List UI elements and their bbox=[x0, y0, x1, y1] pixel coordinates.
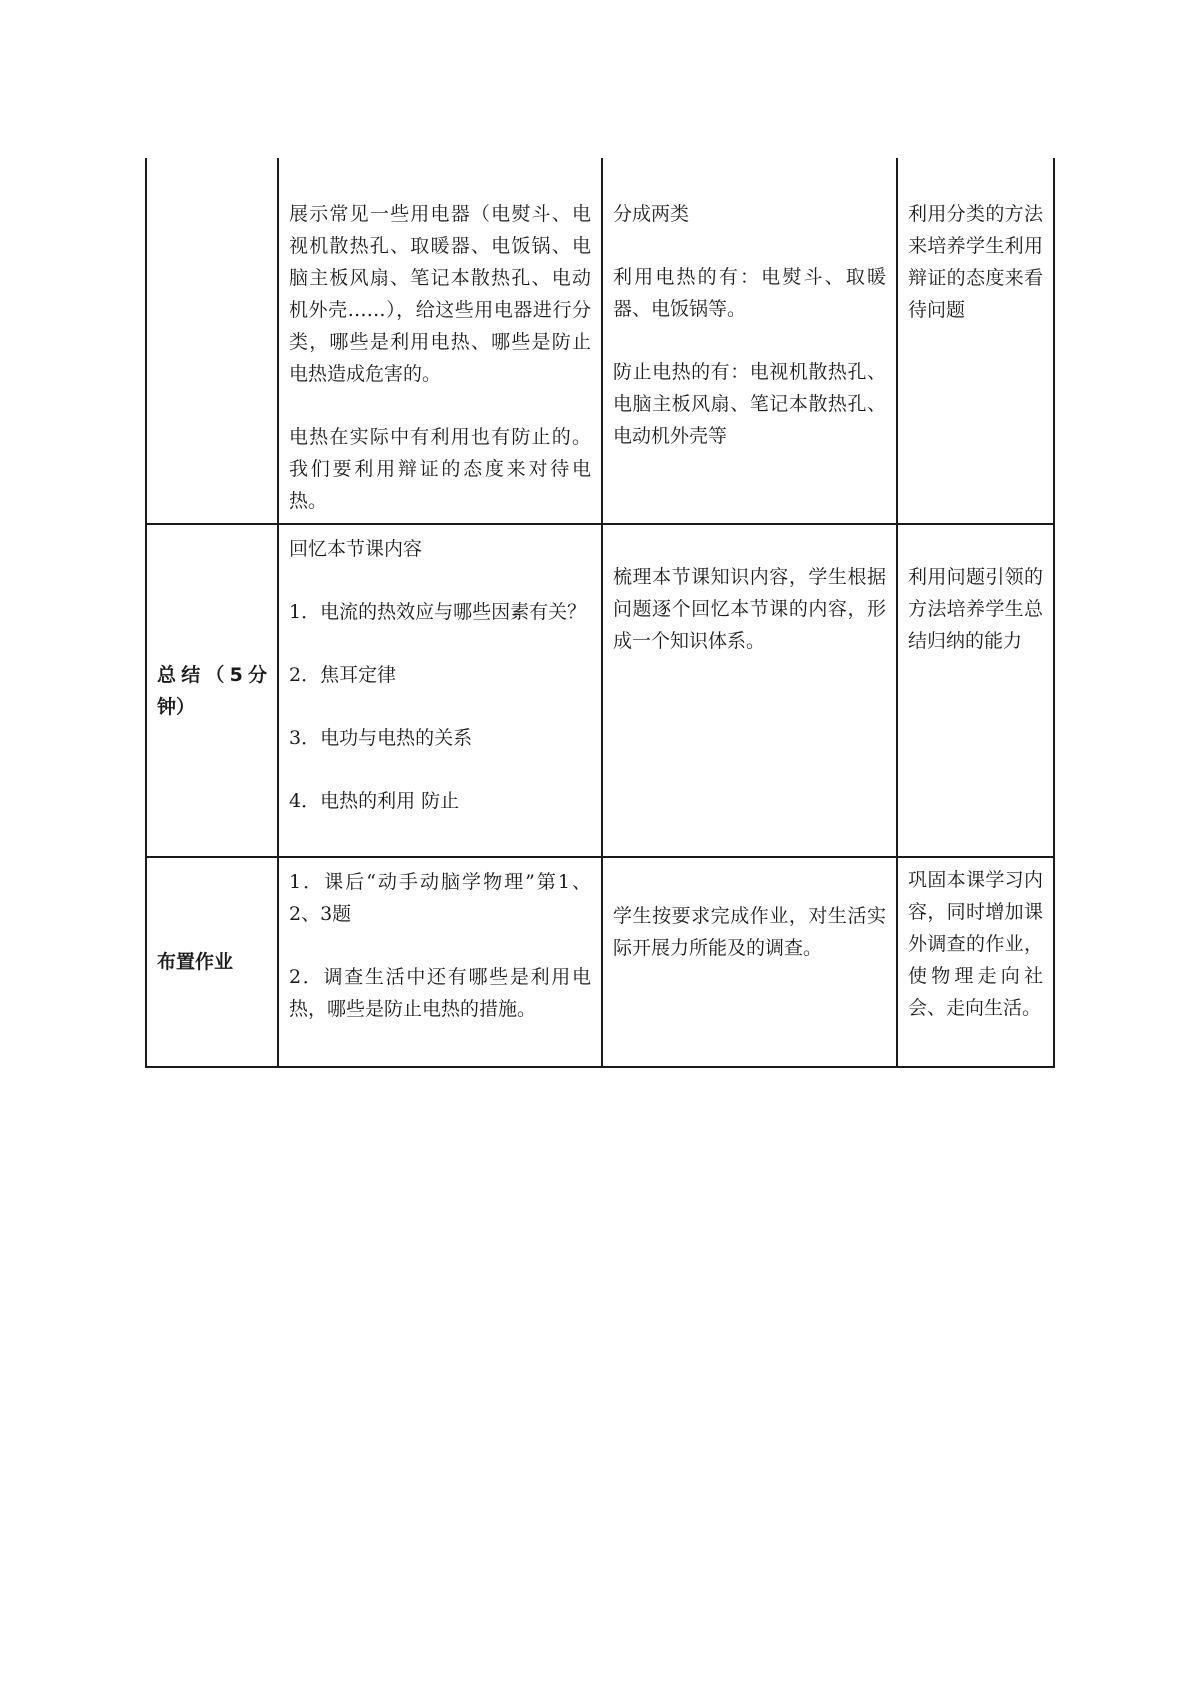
design-intent-text: 利用问题引领的方法培养学生总结归纳的能力 bbox=[908, 566, 1043, 652]
paragraph-gap bbox=[289, 691, 591, 722]
student-activity-cell bbox=[602, 524, 897, 857]
teacher-activity-cell bbox=[278, 857, 602, 1067]
stage-cell bbox=[146, 857, 278, 1067]
teacher-activity-text: 2．焦耳定律 bbox=[289, 664, 397, 686]
student-activity-cell bbox=[602, 857, 897, 1067]
paragraph-gap bbox=[289, 930, 591, 961]
stage-cell bbox=[146, 524, 278, 857]
student-activity-text: 梳理本节课知识内容，学生根据问题逐个回忆本节课的内容，形成一个知识体系。 bbox=[613, 566, 886, 652]
student-activity-cell bbox=[602, 158, 897, 524]
teacher-activity-cell bbox=[278, 158, 602, 524]
paragraph-gap bbox=[289, 754, 591, 785]
paragraph-gap bbox=[289, 390, 591, 421]
paragraph-gap bbox=[289, 628, 591, 659]
teacher-activity-text: 4．电热的利用 防止 bbox=[289, 790, 460, 812]
teacher-activity-text: 1．电流的热效应与哪些因素有关？ bbox=[289, 601, 587, 623]
teacher-activity-text: 回忆本节课内容 bbox=[289, 538, 423, 560]
student-activity-text: 学生按要求完成作业，对生活实际开展力所能及的调查。 bbox=[613, 905, 886, 959]
teacher-activity-text: 电热在实际中有利用也有防止的。我们要利用辩证的态度来对待电热。 bbox=[289, 426, 591, 512]
stage-label: 布置作业 bbox=[157, 951, 234, 973]
table-row bbox=[146, 158, 1054, 524]
student-activity-text: 分成两类 bbox=[613, 203, 690, 225]
stage-label: 总结（5分钟） bbox=[157, 663, 267, 718]
design-intent-cell bbox=[897, 158, 1054, 524]
teacher-activity-text: 3．电功与电热的关系 bbox=[289, 727, 473, 749]
teacher-activity-text: 展示常见一些用电器（电熨斗、电视机散热孔、取暖器、电饭锅、电脑主板风扇、笔记本散热孔、电动机外壳……），给这些用电器进行分类，哪些是利用电热、哪些是防止电热造成危害的。 bbox=[289, 203, 591, 385]
teacher-activity-text: 2．调查生活中还有哪些是利用电热，哪些是防止电热的措施。 bbox=[289, 966, 591, 1020]
stage-cell bbox=[146, 158, 278, 524]
teacher-activity-cell bbox=[278, 524, 602, 857]
lesson-plan-table bbox=[145, 158, 1055, 1068]
design-intent-text: 巩固本课学习内容，同时增加课外调查的作业，使物理走向社会、走向生活。 bbox=[908, 869, 1043, 1019]
student-activity-text: 利用电热的有：电熨斗、取暖器、电饭锅等。 bbox=[613, 266, 886, 320]
table-row bbox=[146, 524, 1054, 857]
design-intent-cell bbox=[897, 524, 1054, 857]
design-intent-text: 利用分类的方法来培养学生利用辩证的态度来看待问题 bbox=[908, 203, 1043, 321]
teacher-activity-text: 1．课后“动手动脑学物理”第1、2、3题 bbox=[289, 871, 591, 925]
paragraph-gap bbox=[613, 230, 886, 261]
paragraph-gap bbox=[613, 325, 886, 356]
table-row bbox=[146, 857, 1054, 1067]
student-activity-text: 防止电热的有：电视机散热孔、电脑主板风扇、笔记本散热孔、电动机外壳等 bbox=[613, 361, 886, 447]
design-intent-cell bbox=[897, 857, 1054, 1067]
paragraph-gap bbox=[289, 565, 591, 596]
